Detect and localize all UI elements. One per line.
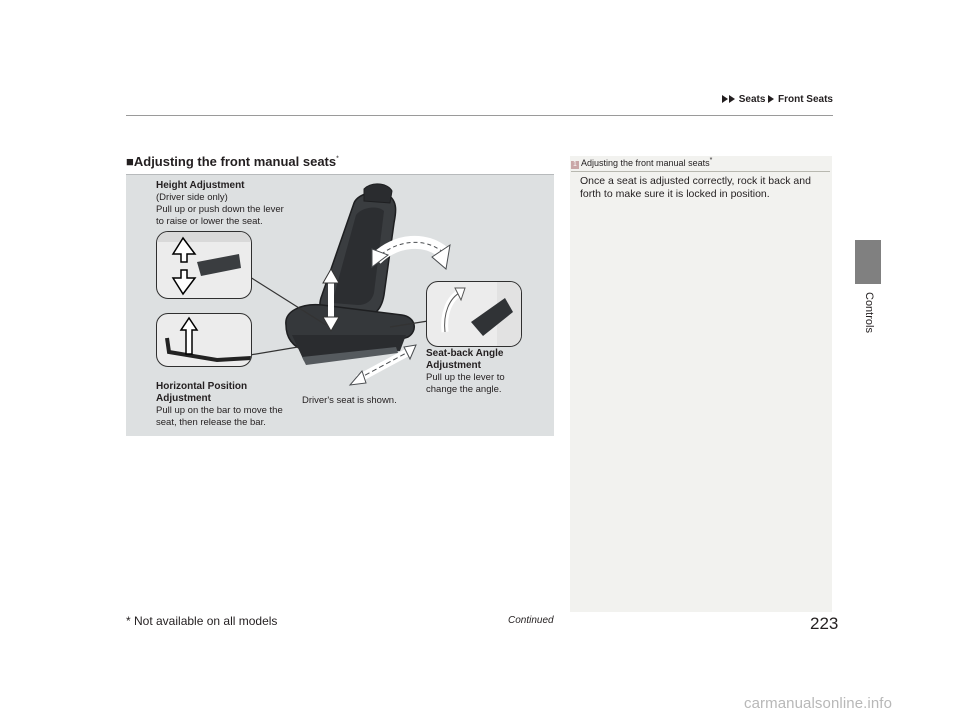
seat-illustration	[126, 174, 554, 436]
horizontal-bar	[167, 338, 251, 360]
breadcrumb-item-front-seats[interactable]: Front Seats	[777, 94, 833, 105]
note-title: 1 Adjusting the front manual seats*	[571, 157, 830, 172]
horizontal-bar-inset	[156, 313, 252, 367]
chapter-label: Controls	[863, 292, 875, 333]
note-number-badge: 1	[571, 161, 579, 169]
height-adjustment-label: Height Adjustment (Driver side only) Pull up or push down the lever to raise or lower the seat.	[156, 180, 284, 227]
continued-label: Continued	[508, 615, 554, 626]
height-lever	[197, 254, 241, 276]
seatback-angle-label: Seat-back Angle Adjustment Pull up the lever to change the angle.	[426, 348, 505, 395]
down-arrow-icon	[173, 270, 195, 294]
height-lever-inset	[156, 231, 252, 299]
horizontal-position-label: Horizontal Position Adjustment Pull up on the bar to move the seat, then release the bar.	[156, 381, 283, 428]
square-bullet-icon: ■	[126, 154, 134, 169]
arrow-right-icon	[722, 95, 728, 103]
arrow-right-icon	[729, 95, 735, 103]
section-heading: ■Adjusting the front manual seats*	[126, 154, 339, 169]
figure-caption: Driver's seat is shown.	[302, 395, 397, 406]
chapter-tab	[855, 240, 881, 284]
up-arrow-icon	[181, 318, 197, 354]
headrest	[364, 184, 392, 203]
page-number: 223	[810, 614, 839, 633]
note-panel	[570, 156, 832, 612]
footnote: * Not available on all models	[126, 614, 278, 628]
breadcrumb-item-seats[interactable]: Seats	[738, 94, 766, 105]
recline-lever-inset	[426, 281, 522, 347]
note-text: Once a seat is adjusted correctly, rock it back and forth to make sure it is locked in position.	[580, 175, 811, 200]
watermark: carmanualsonline.info	[744, 695, 893, 712]
arrow-right-icon	[768, 95, 774, 103]
header-divider	[126, 115, 833, 116]
breadcrumb	[722, 94, 833, 105]
leader-line-horizontal	[250, 347, 298, 355]
